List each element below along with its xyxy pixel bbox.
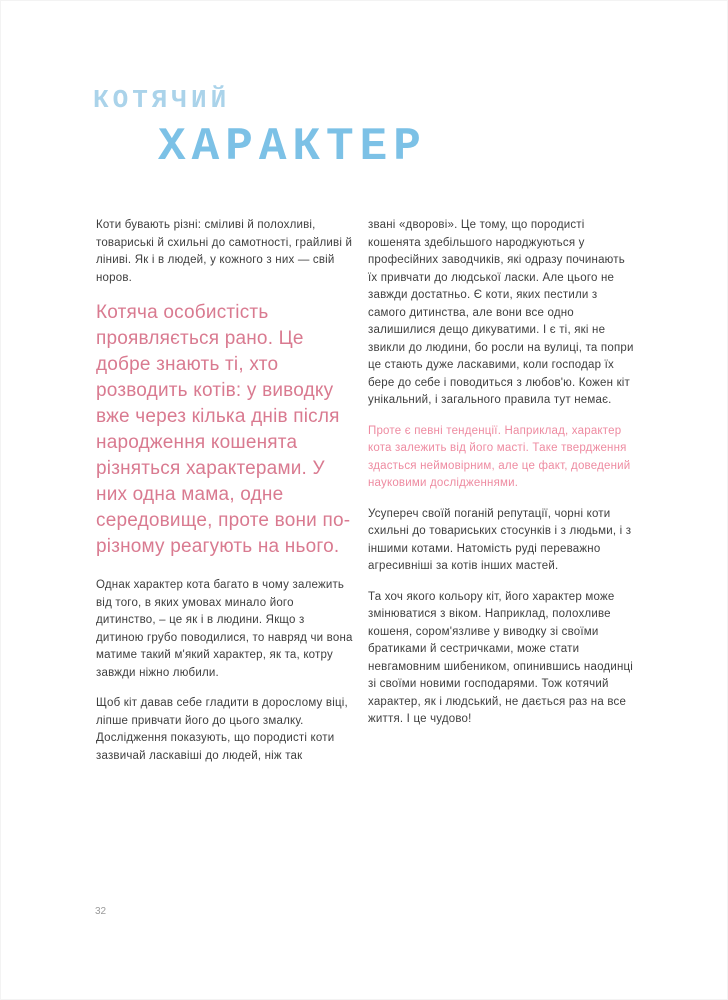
chapter-title: ХАРАКТЕР	[158, 121, 427, 173]
left-text-column	[96, 217, 354, 778]
body-paragraph: Щоб кіт давав себе гладити в дорослому віці, ліпше привчати його до цього змалку. Дослідження показують, що породисті коти зазвичай ласкавіші до людей, ніж так	[96, 697, 348, 762]
page-number: 32	[95, 906, 107, 917]
pink-lede-paragraph: Котяча особистість проявляється рано. Це добре знають ті, хто розводить котів: у виводку вже через кілька днів після народження кошенята різняться характерами. У них одна мама, одне середовище, проте вони по-різному реагують на нього.	[96, 302, 351, 557]
right-text-column	[368, 217, 636, 742]
chapter-kicker: КОТЯЧИЙ	[93, 85, 231, 115]
body-paragraph: Усупереч своїй поганій репутації, чорні коти схильні до товариських стосунків і з людьми, і з іншими котами. Натомість руді переважно агресивніші за котів інших мастей.	[368, 507, 632, 572]
body-paragraph: звані «дворові». Це тому, що породисті кошенята здебільшого народжуються у професійних заводчиків, які одразу починають їх привчати до людської ласки. Але цього не завжди достатньо. Є коти, яких пестили з самого дитинства, але вони все одно залишилися дещо дикуватими. І є ті, які не звикли до людини, бо росли на вулиці, та попри це стають дуже ласкавими, коли господар їх бере до себе і поводиться з любов'ю. Кожен кіт унікальний, і загального правила тут немає.	[368, 219, 634, 406]
body-paragraph: Однак характер кота багато в чому залежить від того, в яких умовах минало його дитинство, – це як і в людини. Якщо з дитиною грубо поводилися, то навряд чи вона матиме такий м'який характер, як та, котру завжди ніжно любили.	[96, 579, 353, 679]
body-paragraph: Та хоч якого кольору кіт, його характер може змінюватися з віком. Наприклад, полохливе кошеня, сором'язливе у виводку зі своїми братиками й сестричками, може стати невгамовним шибеником, опинившись наодинці зі своїми новими господарями. Тож котячий характер, як і людський, не дається раз на все життя. І це чудово!	[368, 590, 634, 725]
intro-paragraph: Коти бувають різні: сміливі й полохливі, товариські й схильні до самотності, грайливі й ліниві. Як і в людей, у кожного з них — свій норов.	[96, 219, 353, 284]
pink-highlight-paragraph: Проте є певні тенденції. Наприклад, характер кота залежить від його масті. Таке твердження здасться неймовірним, але це факт, доведений науковими дослідженнями.	[368, 424, 631, 489]
